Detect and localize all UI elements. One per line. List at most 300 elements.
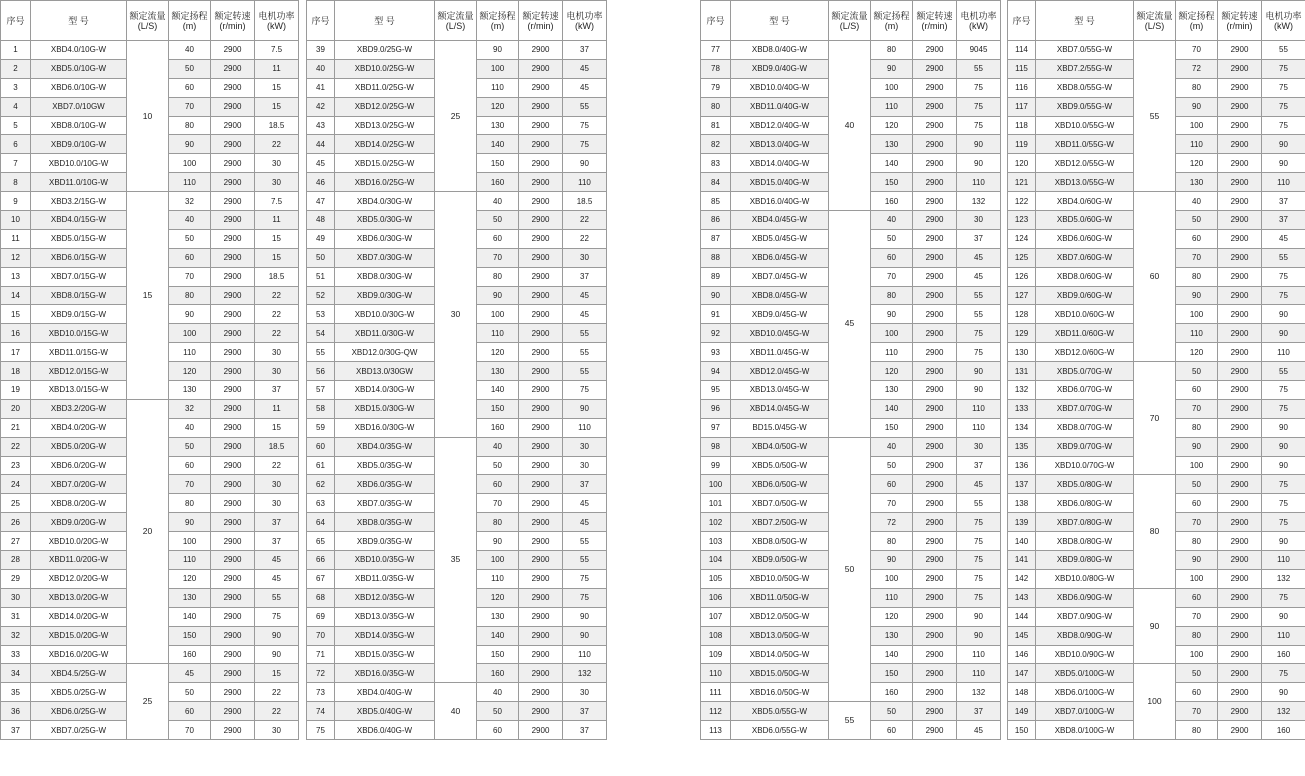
header-flow: 额定流量 (L/S) (127, 1, 169, 41)
power-cell: 75 (957, 343, 1001, 362)
power-cell: 37 (255, 532, 299, 551)
power-cell: 30 (255, 721, 299, 740)
header-row (701, 1, 1001, 41)
head-cell: 50 (169, 683, 211, 702)
head-cell: 80 (169, 116, 211, 135)
row-index: 75 (307, 721, 335, 740)
speed-cell: 2900 (519, 437, 563, 456)
header-idx: 序号 (1, 1, 31, 41)
head-cell: 140 (871, 399, 913, 418)
row-index: 60 (307, 437, 335, 456)
power-cell: 75 (957, 551, 1001, 570)
head-cell: 50 (1176, 211, 1218, 230)
row-index: 149 (1008, 702, 1036, 721)
head-cell: 70 (1176, 513, 1218, 532)
power-cell: 45 (957, 475, 1001, 494)
row-index: 82 (701, 135, 731, 154)
head-cell: 40 (871, 437, 913, 456)
speed-cell: 2900 (519, 626, 563, 645)
row-index: 119 (1008, 135, 1036, 154)
header-speed: 额定转速 (r/min) (211, 1, 255, 41)
row-index: 47 (307, 192, 335, 211)
row-index: 131 (1008, 362, 1036, 381)
speed-cell: 2900 (211, 59, 255, 78)
speed-cell: 2900 (913, 532, 957, 551)
speed-cell: 2900 (211, 97, 255, 116)
row-index: 121 (1008, 173, 1036, 192)
power-cell: 55 (563, 362, 607, 381)
header-power: 电机功率 (kW) (563, 1, 607, 41)
speed-cell: 2900 (1218, 399, 1262, 418)
speed-cell: 2900 (211, 305, 255, 324)
model-cell: XBD8.0/90G-W (1036, 626, 1134, 645)
row-index: 113 (701, 721, 731, 740)
head-cell: 100 (1176, 569, 1218, 588)
model-cell: XBD13.0/45G-W (731, 381, 829, 400)
speed-cell: 2900 (211, 78, 255, 97)
head-cell: 140 (871, 645, 913, 664)
power-cell: 75 (563, 569, 607, 588)
row-index: 65 (307, 532, 335, 551)
head-cell: 60 (1176, 381, 1218, 400)
model-cell: XBD15.0/30G-W (335, 399, 435, 418)
model-cell: XBD6.0/15G-W (31, 248, 127, 267)
speed-cell: 2900 (1218, 702, 1262, 721)
table-row (701, 41, 1001, 60)
model-cell: XBD12.0/30G-QW (335, 343, 435, 362)
row-index: 105 (701, 569, 731, 588)
power-cell: 45 (563, 305, 607, 324)
model-cell: XBD9.0/80G-W (1036, 551, 1134, 570)
speed-cell: 2900 (913, 418, 957, 437)
power-cell: 90 (255, 626, 299, 645)
model-cell: XBD6.0/90G-W (1036, 588, 1134, 607)
speed-cell: 2900 (211, 381, 255, 400)
model-cell: XBD13.0/20G-W (31, 588, 127, 607)
flow-cell: 55 (829, 702, 871, 740)
speed-cell: 2900 (1218, 456, 1262, 475)
head-cell: 90 (1176, 286, 1218, 305)
head-cell: 90 (871, 551, 913, 570)
power-cell: 45 (255, 569, 299, 588)
power-cell: 22 (255, 135, 299, 154)
head-cell: 110 (871, 97, 913, 116)
power-cell: 37 (563, 702, 607, 721)
power-cell: 90 (1262, 418, 1305, 437)
row-index: 142 (1008, 569, 1036, 588)
speed-cell: 2900 (913, 607, 957, 626)
model-cell: XBD7.0/90G-W (1036, 607, 1134, 626)
speed-cell: 2900 (913, 211, 957, 230)
row-index: 145 (1008, 626, 1036, 645)
speed-cell: 2900 (519, 135, 563, 154)
power-cell: 45 (563, 513, 607, 532)
power-cell: 37 (957, 229, 1001, 248)
speed-cell: 2900 (519, 551, 563, 570)
row-index: 63 (307, 494, 335, 513)
model-cell: XBD13.0/55G-W (1036, 173, 1134, 192)
power-cell: 75 (1262, 59, 1305, 78)
model-cell: XBD12.0/20G-W (31, 569, 127, 588)
power-cell: 75 (1262, 267, 1305, 286)
table-row (1008, 362, 1305, 381)
speed-cell: 2900 (211, 513, 255, 532)
spec-table-4 (1007, 0, 1305, 740)
power-cell: 18.5 (255, 437, 299, 456)
model-cell: XBD12.0/50G-W (731, 607, 829, 626)
model-cell: XBD8.0/80G-W (1036, 532, 1134, 551)
speed-cell: 2900 (913, 324, 957, 343)
head-cell: 60 (169, 248, 211, 267)
row-index: 136 (1008, 456, 1036, 475)
row-index: 34 (1, 664, 31, 683)
speed-cell: 2900 (913, 192, 957, 211)
model-cell: XBD9.0/20G-W (31, 513, 127, 532)
power-cell: 110 (957, 645, 1001, 664)
model-cell: XBD7.2/55G-W (1036, 59, 1134, 78)
flow-cell: 25 (435, 41, 477, 192)
speed-cell: 2900 (1218, 229, 1262, 248)
head-cell: 90 (477, 286, 519, 305)
head-cell: 120 (169, 362, 211, 381)
power-cell: 7.5 (255, 192, 299, 211)
model-cell: XBD5.0/45G-W (731, 229, 829, 248)
speed-cell: 2900 (1218, 192, 1262, 211)
power-cell: 30 (255, 154, 299, 173)
model-cell: XBD14.0/30G-W (335, 381, 435, 400)
model-cell: XBD10.0/80G-W (1036, 569, 1134, 588)
power-cell: 75 (957, 97, 1001, 116)
head-cell: 70 (1176, 41, 1218, 60)
model-cell: XBD12.0/60G-W (1036, 343, 1134, 362)
head-cell: 100 (1176, 645, 1218, 664)
speed-cell: 2900 (211, 551, 255, 570)
model-cell: XBD9.0/15G-W (31, 305, 127, 324)
power-cell: 45 (1262, 229, 1305, 248)
row-index: 123 (1008, 211, 1036, 230)
head-cell: 80 (1176, 418, 1218, 437)
row-index: 80 (701, 97, 731, 116)
row-index: 26 (1, 513, 31, 532)
power-cell: 75 (1262, 475, 1305, 494)
table-row (1, 664, 299, 683)
head-cell: 110 (477, 78, 519, 97)
model-cell: XBD13.0/15G-W (31, 381, 127, 400)
table-body (307, 41, 607, 740)
model-cell: XBD6.0/50G-W (731, 475, 829, 494)
row-index: 43 (307, 116, 335, 135)
model-cell: BD15.0/45G-W (731, 418, 829, 437)
speed-cell: 2900 (1218, 381, 1262, 400)
speed-cell: 2900 (1218, 418, 1262, 437)
power-cell: 75 (563, 116, 607, 135)
head-cell: 60 (871, 721, 913, 740)
head-cell: 140 (477, 626, 519, 645)
row-index: 133 (1008, 399, 1036, 418)
row-index: 51 (307, 267, 335, 286)
power-cell: 90 (957, 362, 1001, 381)
power-cell: 55 (563, 343, 607, 362)
power-cell: 132 (563, 664, 607, 683)
table-row (1, 192, 299, 211)
power-cell: 55 (957, 59, 1001, 78)
power-cell: 15 (255, 229, 299, 248)
power-cell: 90 (1262, 305, 1305, 324)
speed-cell: 2900 (1218, 721, 1262, 740)
power-cell: 160 (1262, 721, 1305, 740)
power-cell: 75 (1262, 116, 1305, 135)
power-cell: 45 (563, 59, 607, 78)
header-idx: 序号 (701, 1, 731, 41)
model-cell: XBD6.0/60G-W (1036, 229, 1134, 248)
head-cell: 140 (477, 381, 519, 400)
model-cell: XBD7.0/25G-W (31, 721, 127, 740)
row-index: 66 (307, 551, 335, 570)
speed-cell: 2900 (519, 229, 563, 248)
model-cell: XBD12.0/15G-W (31, 362, 127, 381)
model-cell: XBD10.0/20G-W (31, 532, 127, 551)
row-index: 103 (701, 532, 731, 551)
model-cell: XBD9.0/50G-W (731, 551, 829, 570)
head-cell: 130 (1176, 173, 1218, 192)
speed-cell: 2900 (1218, 343, 1262, 362)
power-cell: 55 (563, 532, 607, 551)
model-cell: XBD7.0/50G-W (731, 494, 829, 513)
row-index: 31 (1, 607, 31, 626)
speed-cell: 2900 (913, 645, 957, 664)
power-cell: 75 (563, 135, 607, 154)
row-index: 107 (701, 607, 731, 626)
power-cell: 75 (957, 569, 1001, 588)
head-cell: 50 (1176, 475, 1218, 494)
row-index: 10 (1, 211, 31, 230)
speed-cell: 2900 (913, 551, 957, 570)
power-cell: 90 (1262, 532, 1305, 551)
model-cell: XBD7.0/10GW (31, 97, 127, 116)
flow-cell: 55 (1134, 41, 1176, 192)
head-cell: 110 (1176, 324, 1218, 343)
row-index: 88 (701, 248, 731, 267)
power-cell: 110 (1262, 343, 1305, 362)
row-index: 98 (701, 437, 731, 456)
speed-cell: 2900 (519, 211, 563, 230)
speed-cell: 2900 (519, 41, 563, 60)
speed-cell: 2900 (211, 645, 255, 664)
speed-cell: 2900 (211, 607, 255, 626)
header-flow: 额定流量 (L/S) (435, 1, 477, 41)
head-cell: 120 (871, 607, 913, 626)
power-cell: 75 (255, 607, 299, 626)
power-cell: 90 (1262, 607, 1305, 626)
power-cell: 30 (255, 362, 299, 381)
head-cell: 80 (1176, 267, 1218, 286)
model-cell: XBD10.0/10G-W (31, 154, 127, 173)
model-cell: XBD8.0/10G-W (31, 116, 127, 135)
model-cell: XBD7.0/70G-W (1036, 399, 1134, 418)
power-cell: 15 (255, 97, 299, 116)
row-index: 84 (701, 173, 731, 192)
header-speed: 额定转速 (r/min) (1218, 1, 1262, 41)
row-index: 102 (701, 513, 731, 532)
flow-cell: 45 (829, 211, 871, 438)
row-index: 78 (701, 59, 731, 78)
header-row (1, 1, 299, 41)
power-cell: 132 (1262, 569, 1305, 588)
power-cell: 22 (255, 702, 299, 721)
row-index: 61 (307, 456, 335, 475)
row-index: 30 (1, 588, 31, 607)
power-cell: 75 (957, 513, 1001, 532)
power-cell: 90 (563, 607, 607, 626)
model-cell: XBD4.0/15G-W (31, 211, 127, 230)
row-index: 124 (1008, 229, 1036, 248)
head-cell: 100 (871, 569, 913, 588)
model-cell: XBD7.0/20G-W (31, 475, 127, 494)
flow-cell: 25 (127, 664, 169, 740)
model-cell: XBD11.0/15G-W (31, 343, 127, 362)
model-cell: XBD4.0/10G-W (31, 41, 127, 60)
flow-cell: 70 (1134, 362, 1176, 475)
speed-cell: 2900 (519, 456, 563, 475)
header-speed: 额定转速 (r/min) (519, 1, 563, 41)
model-cell: XBD12.0/55G-W (1036, 154, 1134, 173)
header-flow: 额定流量 (L/S) (1134, 1, 1176, 41)
model-cell: XBD13.0/25G-W (335, 116, 435, 135)
model-cell: XBD9.0/70G-W (1036, 437, 1134, 456)
flow-cell: 60 (1134, 192, 1176, 362)
flow-cell: 15 (127, 192, 169, 400)
head-cell: 150 (477, 399, 519, 418)
head-cell: 72 (871, 513, 913, 532)
row-index: 44 (307, 135, 335, 154)
model-cell: XBD8.0/60G-W (1036, 267, 1134, 286)
speed-cell: 2900 (1218, 588, 1262, 607)
model-cell: XBD7.0/45G-W (731, 267, 829, 286)
row-index: 132 (1008, 381, 1036, 400)
head-cell: 60 (871, 475, 913, 494)
speed-cell: 2900 (913, 97, 957, 116)
row-index: 134 (1008, 418, 1036, 437)
speed-cell: 2900 (519, 59, 563, 78)
header-idx: 序号 (1008, 1, 1036, 41)
power-cell: 90 (1262, 456, 1305, 475)
head-cell: 32 (169, 192, 211, 211)
power-cell: 55 (563, 97, 607, 116)
speed-cell: 2900 (913, 721, 957, 740)
model-cell: XBD9.0/30G-W (335, 286, 435, 305)
model-cell: XBD8.0/30G-W (335, 267, 435, 286)
power-cell: 55 (1262, 248, 1305, 267)
row-index: 70 (307, 626, 335, 645)
table-row (1008, 192, 1305, 211)
speed-cell: 2900 (1218, 97, 1262, 116)
speed-cell: 2900 (913, 456, 957, 475)
speed-cell: 2900 (913, 116, 957, 135)
model-cell: XBD15.0/20G-W (31, 626, 127, 645)
head-cell: 130 (871, 381, 913, 400)
row-index: 101 (701, 494, 731, 513)
head-cell: 110 (169, 173, 211, 192)
model-cell: XBD4.0/30G-W (335, 192, 435, 211)
header-row (1008, 1, 1305, 41)
speed-cell: 2900 (913, 399, 957, 418)
model-cell: XBD6.0/40G-W (335, 721, 435, 740)
power-cell: 90 (563, 399, 607, 418)
row-index: 117 (1008, 97, 1036, 116)
speed-cell: 2900 (211, 721, 255, 740)
speed-cell: 2900 (211, 267, 255, 286)
row-index: 109 (701, 645, 731, 664)
model-cell: XBD11.0/25G-W (335, 78, 435, 97)
table-header (307, 1, 607, 41)
speed-cell: 2900 (519, 173, 563, 192)
flow-cell: 40 (829, 41, 871, 211)
model-cell: XBD8.0/45G-W (731, 286, 829, 305)
speed-cell: 2900 (211, 626, 255, 645)
header-power: 电机功率 (kW) (957, 1, 1001, 41)
speed-cell: 2900 (211, 418, 255, 437)
head-cell: 80 (169, 286, 211, 305)
head-cell: 150 (477, 645, 519, 664)
model-cell: XBD7.0/100G-W (1036, 702, 1134, 721)
head-cell: 120 (477, 588, 519, 607)
power-cell: 15 (255, 248, 299, 267)
row-index: 112 (701, 702, 731, 721)
head-cell: 130 (169, 588, 211, 607)
head-cell: 110 (1176, 135, 1218, 154)
power-cell: 75 (957, 532, 1001, 551)
row-index: 2 (1, 59, 31, 78)
model-cell: XBD11.0/30G-W (335, 324, 435, 343)
model-cell: XBD15.0/25G-W (335, 154, 435, 173)
head-cell: 70 (169, 97, 211, 116)
head-cell: 80 (1176, 78, 1218, 97)
speed-cell: 2900 (519, 97, 563, 116)
speed-cell: 2900 (211, 229, 255, 248)
model-cell: XBD6.0/25G-W (31, 702, 127, 721)
header-model: 型 号 (335, 1, 435, 41)
power-cell: 55 (255, 588, 299, 607)
model-cell: XBD13.0/50G-W (731, 626, 829, 645)
speed-cell: 2900 (1218, 626, 1262, 645)
row-index: 111 (701, 683, 731, 702)
speed-cell: 2900 (913, 475, 957, 494)
model-cell: XBD7.2/50G-W (731, 513, 829, 532)
power-cell: 22 (563, 211, 607, 230)
header-idx: 序号 (307, 1, 335, 41)
head-cell: 50 (871, 456, 913, 475)
head-cell: 120 (871, 362, 913, 381)
head-cell: 60 (169, 702, 211, 721)
table-header (701, 1, 1001, 41)
head-cell: 60 (1176, 683, 1218, 702)
model-cell: XBD6.0/20G-W (31, 456, 127, 475)
power-cell: 75 (563, 381, 607, 400)
power-cell: 15 (255, 664, 299, 683)
power-cell: 75 (957, 116, 1001, 135)
power-cell: 55 (957, 305, 1001, 324)
header-power: 电机功率 (kW) (1262, 1, 1305, 41)
model-cell: XBD7.0/15G-W (31, 267, 127, 286)
row-index: 92 (701, 324, 731, 343)
head-cell: 40 (1176, 192, 1218, 211)
header-power: 电机功率 (kW) (255, 1, 299, 41)
row-index: 108 (701, 626, 731, 645)
row-index: 114 (1008, 41, 1036, 60)
model-cell: XBD4.0/40G-W (335, 683, 435, 702)
head-cell: 120 (1176, 154, 1218, 173)
head-cell: 150 (169, 626, 211, 645)
